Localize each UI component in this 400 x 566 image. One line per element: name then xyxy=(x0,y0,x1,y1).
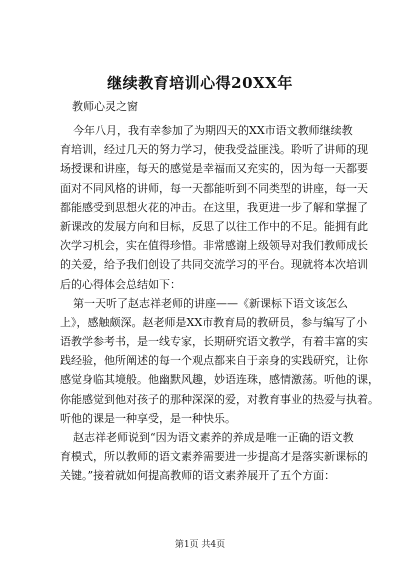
document-title: 继续教育培训心得20XX年 xyxy=(107,74,293,92)
document-subtitle: 教师心灵之窗 xyxy=(72,100,138,113)
body-line: 你能感觉到他对孩子的那种深深的爱，对教育事业的热爱与执着。 xyxy=(60,392,379,406)
body-line: 关键。”接着就如何提高教师的语文素养展开了五个方面： xyxy=(60,469,336,483)
body-line: 育培训，经过几天的努力学习，使我受益匪浅。聆听了讲师的现 xyxy=(60,143,368,157)
body-line: 后的心得体会总结如下： xyxy=(60,277,181,291)
body-line: 赵志祥老师说到“因为语文素养的养成是唯一正确的语文教 xyxy=(73,431,354,444)
body-line: 的关爱，给予我们创设了共同交流学习的平台。现就将本次培训 xyxy=(60,258,368,272)
body-line: 新课改的发展方向和目标，反思了以往工作中的不足。能拥有此 xyxy=(60,219,368,233)
body-line: 感觉身临其境般。他幽默风趣，妙语连珠，感情激荡。听他的课， xyxy=(60,373,379,387)
body-line: 践经验，他所阐述的每一个观点都来自于亲身的实践研究，让你 xyxy=(60,354,368,368)
body-line: 场授课和讲座，每天的感觉是幸福而又充实的，因为每一天都要 xyxy=(60,162,368,176)
document-body xyxy=(60,121,379,486)
body-line: 第一天听了赵志祥老师的讲座——《新课标下语文该怎么 xyxy=(73,296,348,310)
body-line: 语教学参考书，是一线专家，长期研究语文教学，有着丰富的实 xyxy=(60,335,368,349)
body-line: 听他的课是一种享受，是一种快乐。 xyxy=(60,411,236,425)
body-line: 今年八月，我有幸参加了为期四天的XX市语文教师继续教 xyxy=(73,124,353,137)
body-line: 都能感受到思想火花的冲击。在这里，我更进一步了解和掌握了 xyxy=(60,200,368,214)
page-number-footer: 第1页 共4页 xyxy=(174,540,226,550)
body-line: 育模式，所以教师的语文素养需要进一步提高才是落实新课标的 xyxy=(60,450,368,464)
body-line: 面对不同风格的讲师，每一天都能听到不同类型的讲座，每一天 xyxy=(60,181,368,195)
body-line: 上》，感触颇深。赵老师是XX市教育局的教研员，参与编写了小 xyxy=(60,315,368,329)
body-line: 次学习机会，实在值得珍惜。非常感谢上级领导对我们教师成长 xyxy=(60,239,368,253)
